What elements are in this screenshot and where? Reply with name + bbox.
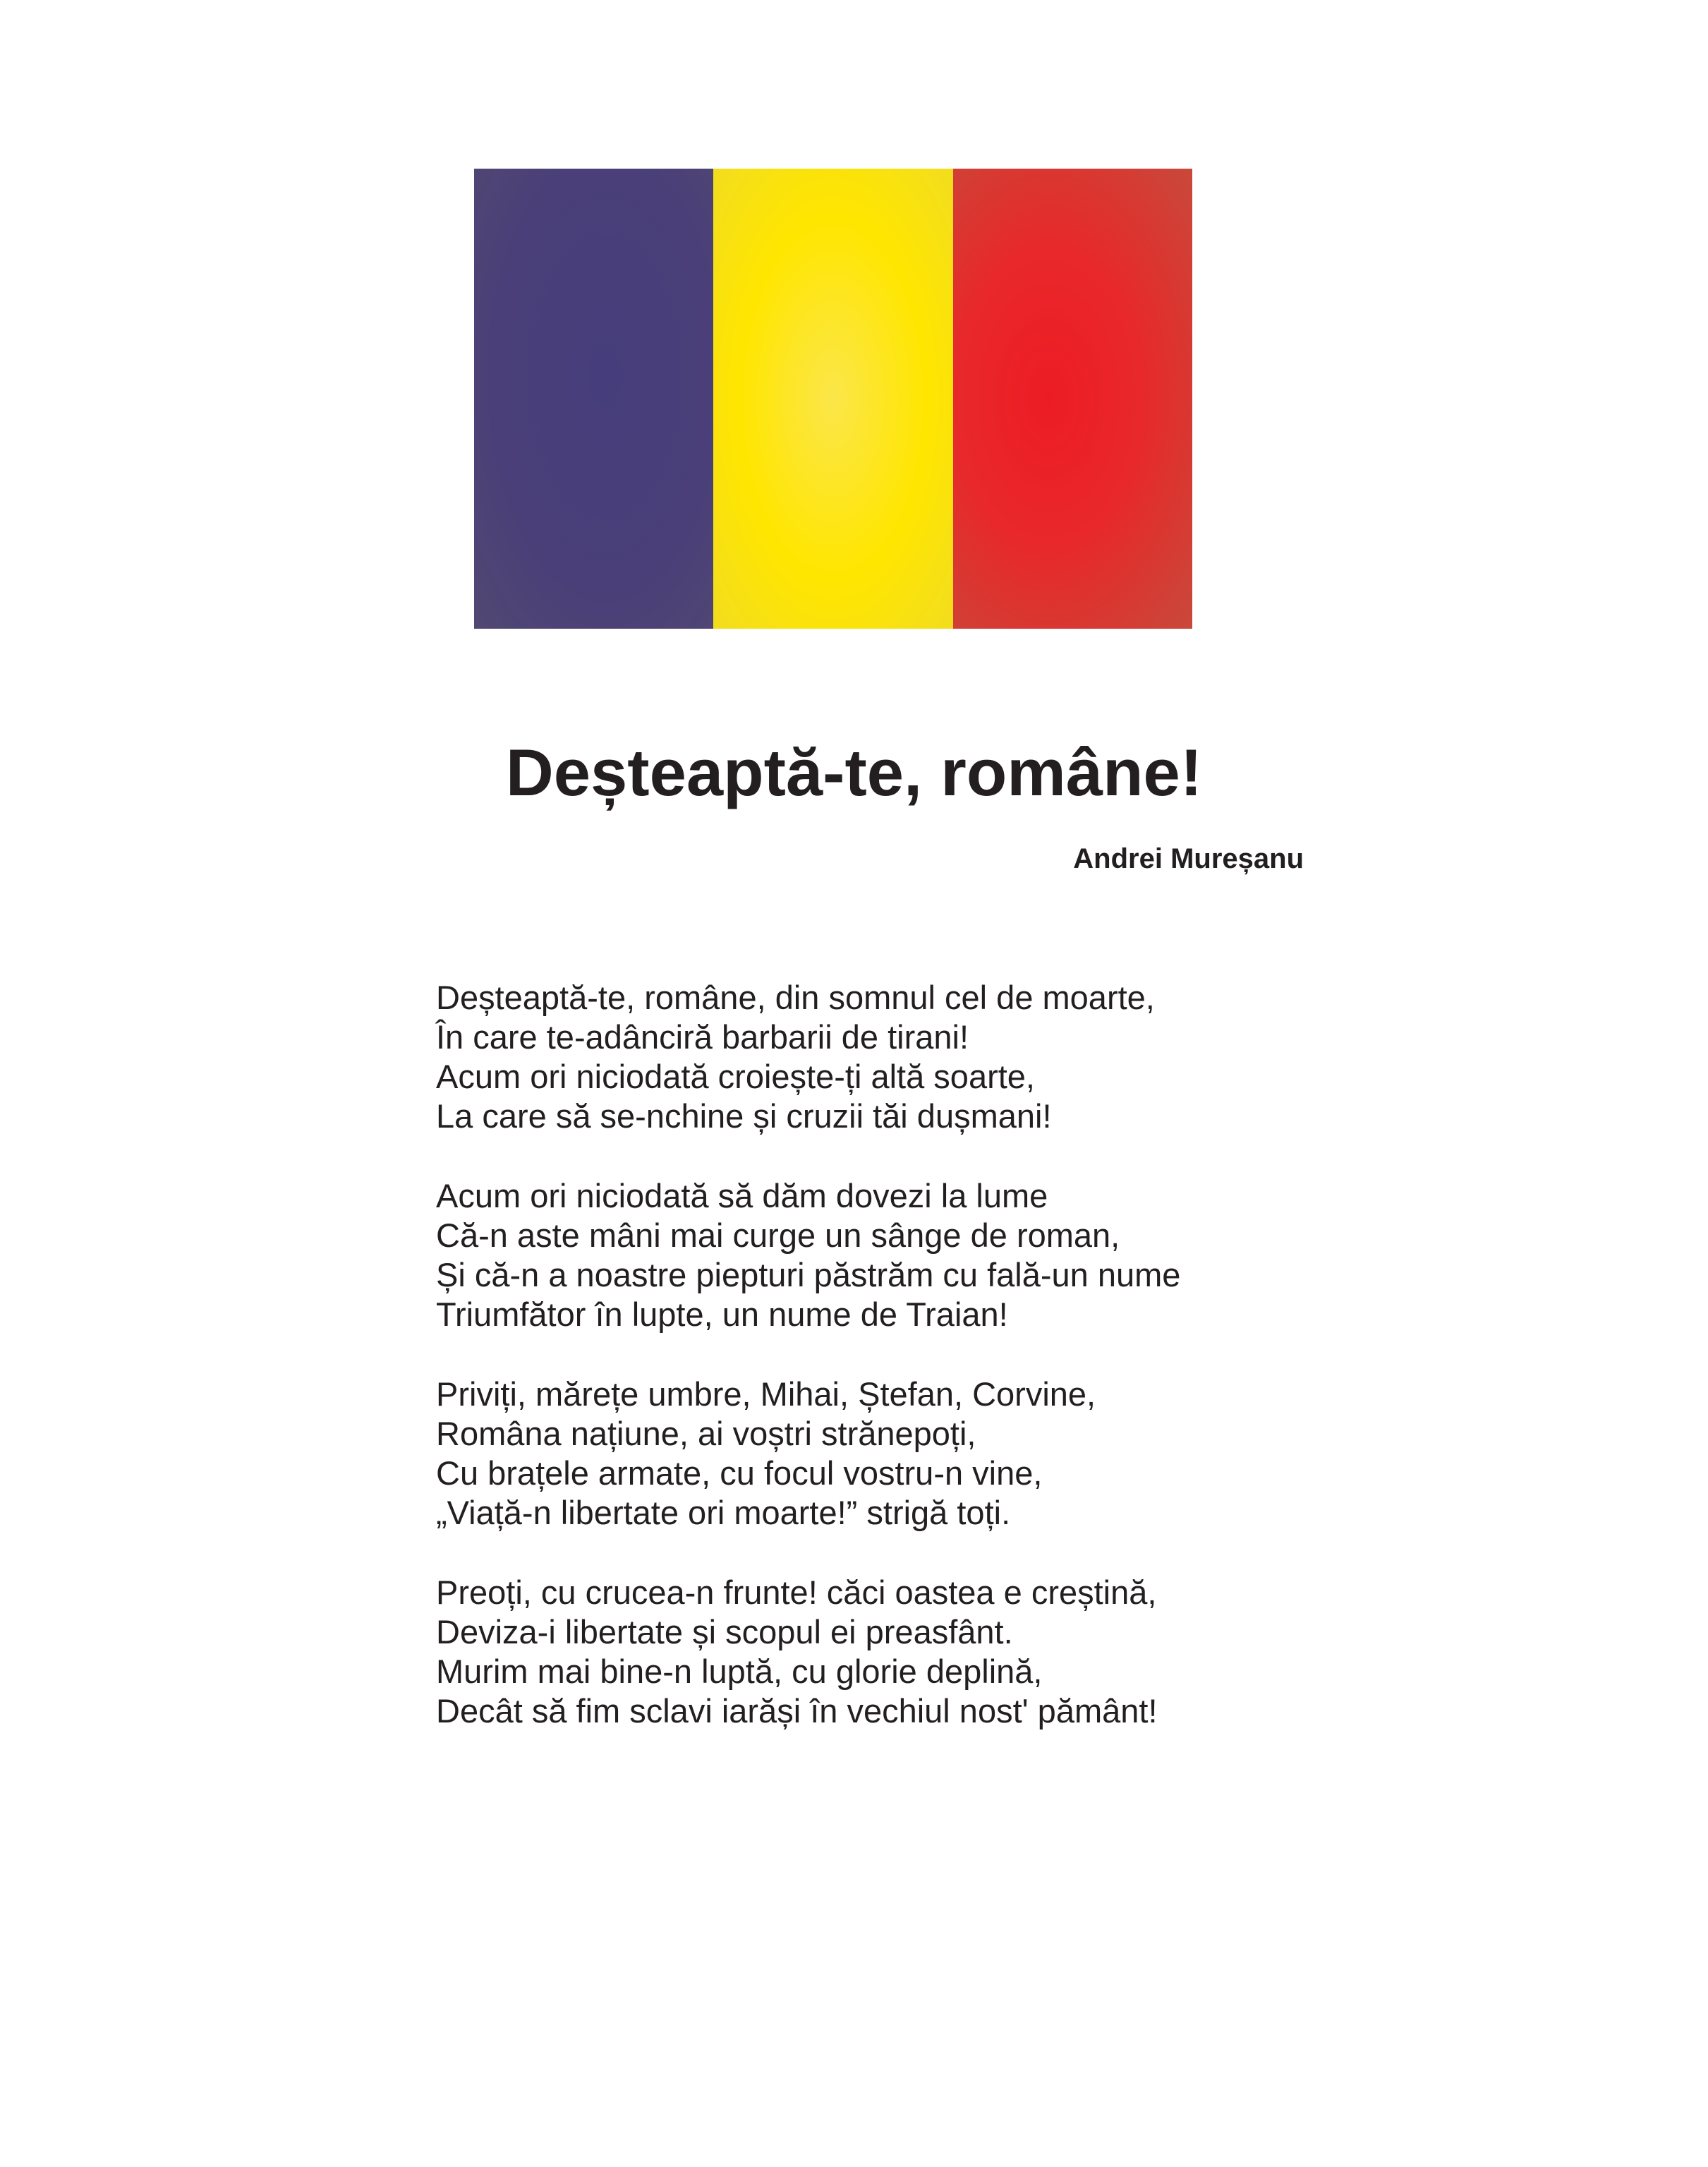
romanian-flag xyxy=(474,169,1192,629)
poem-line: Priviți, mărețe umbre, Mihai, Ștefan, Corvine, xyxy=(436,1375,1096,1413)
poem-line: Acum ori niciodată să dăm dovezi la lume xyxy=(436,1177,1048,1214)
poem-line: În care te-adânciră barbarii de tirani! xyxy=(436,1018,969,1056)
flag-stripe-red xyxy=(953,169,1192,629)
stanza-2 xyxy=(436,1176,1353,1334)
poem-line: Și că-n a noastre piepturi păstrăm cu fală-un nume xyxy=(436,1256,1181,1293)
flag-stripe-blue xyxy=(474,169,713,629)
poem-title-text: Deșteaptă-te, române! xyxy=(505,735,1203,809)
poem-line: Murim mai bine-n luptă, cu glorie deplină, xyxy=(436,1653,1043,1690)
poem-author: Andrei Mureșanu xyxy=(1073,843,1304,874)
poem-line: Acum ori niciodată croiește-ți altă soarte, xyxy=(436,1058,1035,1095)
poem-line: La care să se-nchine și cruzii tăi dușmani! xyxy=(436,1097,1052,1135)
poem-line: Deviza-i libertate și scopul ei preasfânt. xyxy=(436,1613,1013,1650)
poem-line: Deșteaptă-te, române, din somnul cel de moarte, xyxy=(436,979,1155,1016)
stanza-3 xyxy=(436,1375,1353,1533)
poem-line: Cu brațele armate, cu focul vostru-n vine, xyxy=(436,1454,1043,1492)
flag-stripe-yellow xyxy=(713,169,952,629)
poem-line: Decât să fim sclavi iarăși în vechiul nost' pământ! xyxy=(436,1692,1158,1730)
poem-line: Că-n aste mâni mai curge un sânge de roman, xyxy=(436,1217,1120,1254)
poem-title xyxy=(0,734,1708,811)
poem-line: Româna națiune, ai voștri strănepoți, xyxy=(436,1415,976,1452)
poem-line: Preoți, cu crucea-n frunte! căci oastea e creștină, xyxy=(436,1574,1157,1611)
poem-line: Triumfător în lupte, un nume de Traian! xyxy=(436,1296,1008,1333)
stanza-1 xyxy=(436,978,1353,1136)
stanza-4 xyxy=(436,1573,1353,1731)
poem-line: „Viață-n libertate ori moarte!” strigă toți. xyxy=(436,1494,1011,1531)
poem-body xyxy=(436,978,1353,1771)
